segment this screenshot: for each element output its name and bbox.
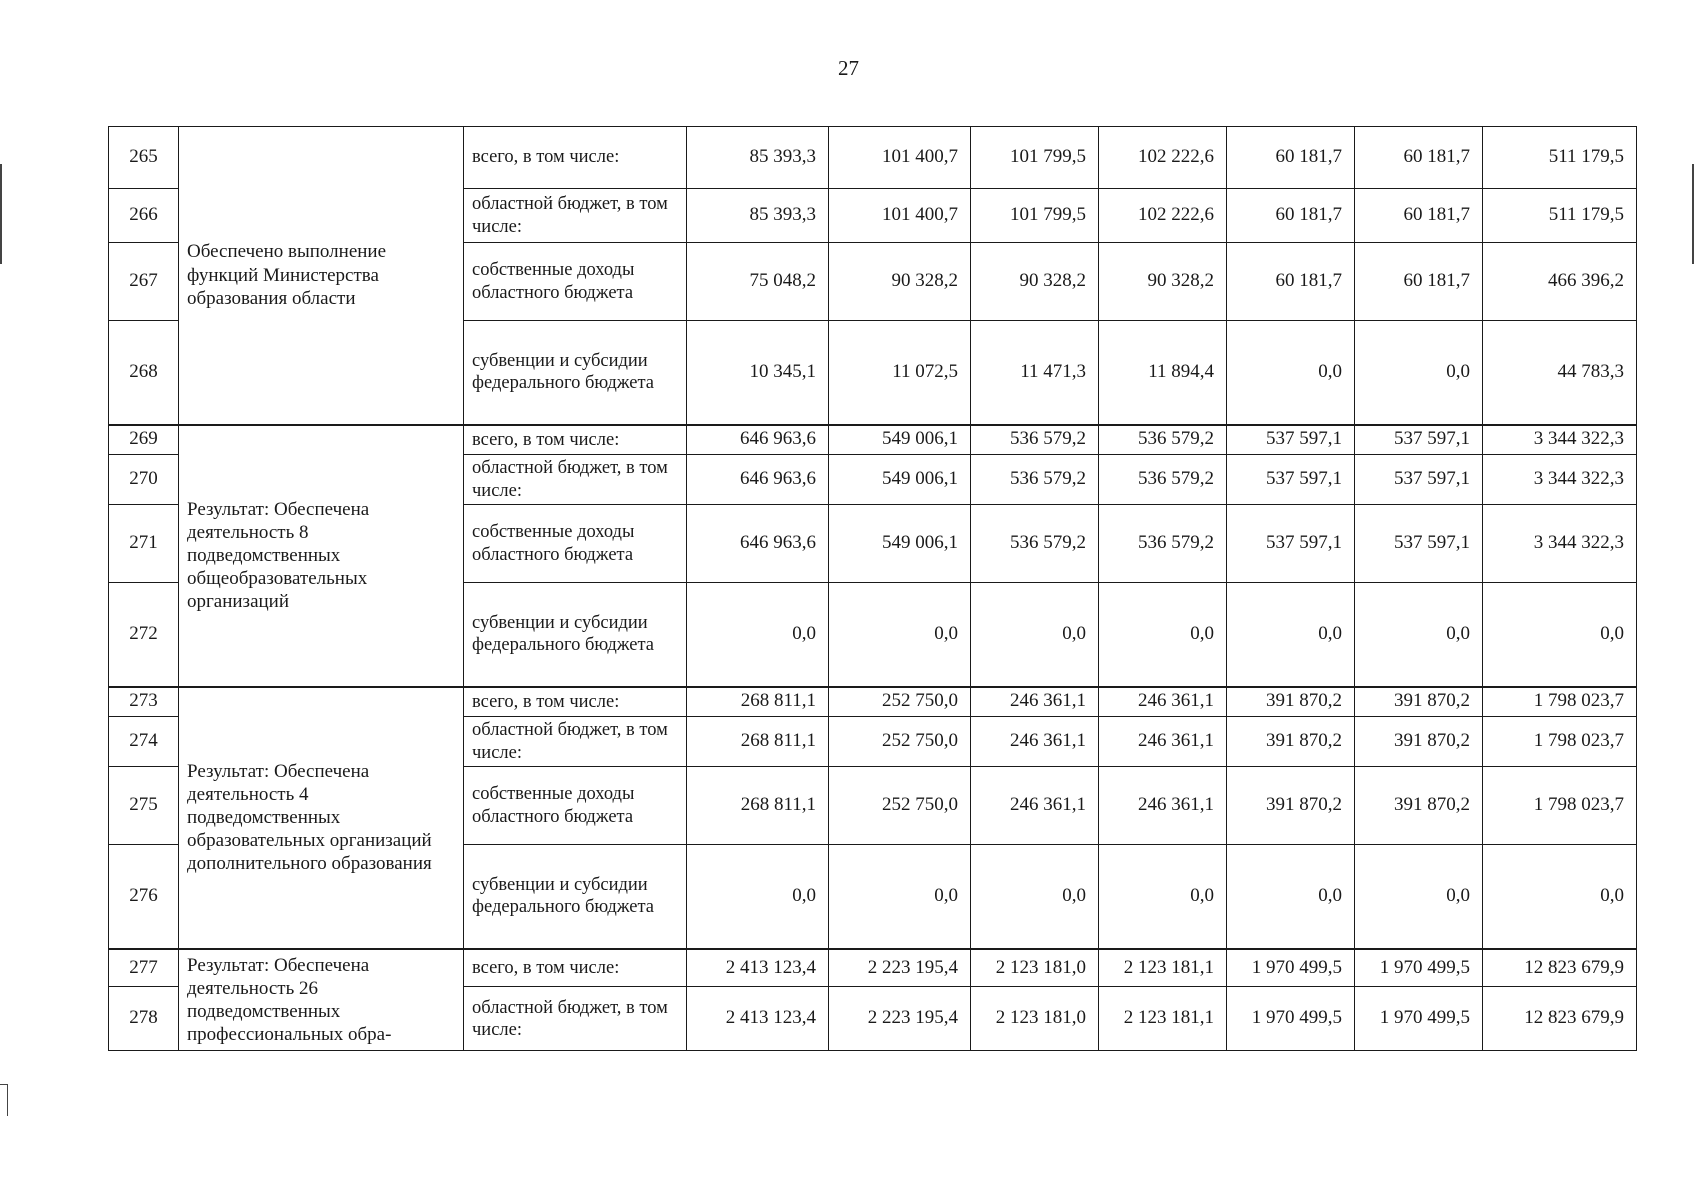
funding-source: всего, в том числе: [464, 425, 687, 455]
total-value-cell: 511 179,5 [1483, 127, 1637, 189]
total-value-cell: 3 344 322,3 [1483, 505, 1637, 583]
year-value-cell: 536 579,2 [1099, 505, 1227, 583]
row-number: 270 [109, 455, 179, 505]
year-value-cell: 0,0 [1355, 321, 1483, 425]
year-value-cell: 391 870,2 [1227, 687, 1355, 717]
year-value-cell: 2 123 181,1 [1099, 987, 1227, 1051]
table-row [109, 687, 1637, 717]
year-value-cell: 536 579,2 [971, 425, 1099, 455]
row-number: 269 [109, 425, 179, 455]
year-value-cell: 11 471,3 [971, 321, 1099, 425]
year-value-cell: 268 811,1 [687, 717, 829, 767]
total-value-cell: 0,0 [1483, 845, 1637, 949]
row-number: 276 [109, 845, 179, 949]
year-value-cell: 1 970 499,5 [1227, 987, 1355, 1051]
year-value-cell: 90 328,2 [1099, 243, 1227, 321]
row-number: 265 [109, 127, 179, 189]
year-value-cell: 1 970 499,5 [1355, 949, 1483, 987]
year-value-cell: 549 006,1 [829, 425, 971, 455]
funding-source: областной бюджет, в том числе: [464, 455, 687, 505]
year-value-cell: 0,0 [1227, 583, 1355, 687]
funding-source: всего, в том числе: [464, 687, 687, 717]
funding-source: собственные доходы областного бюджета [464, 767, 687, 845]
table-row [109, 127, 1637, 189]
year-value-cell: 102 222,6 [1099, 127, 1227, 189]
year-value-cell: 0,0 [687, 583, 829, 687]
year-value-cell: 646 963,6 [687, 455, 829, 505]
year-value-cell: 101 799,5 [971, 127, 1099, 189]
year-value-cell: 2 123 181,0 [971, 987, 1099, 1051]
year-value-cell: 75 048,2 [687, 243, 829, 321]
group-label: Обеспечено выполнение функций Министерства образования области [179, 127, 464, 425]
year-value-cell: 252 750,0 [829, 717, 971, 767]
year-value-cell: 90 328,2 [971, 243, 1099, 321]
year-value-cell: 391 870,2 [1227, 717, 1355, 767]
page-number: 27 [838, 56, 859, 80]
year-value-cell: 2 223 195,4 [829, 987, 971, 1051]
year-value-cell: 2 123 181,0 [971, 949, 1099, 987]
year-value-cell: 646 963,6 [687, 505, 829, 583]
year-value-cell: 537 597,1 [1355, 425, 1483, 455]
year-value-cell: 2 223 195,4 [829, 949, 971, 987]
year-value-cell: 0,0 [1355, 845, 1483, 949]
year-value-cell: 60 181,7 [1355, 243, 1483, 321]
year-value-cell: 85 393,3 [687, 189, 829, 243]
year-value-cell: 391 870,2 [1355, 767, 1483, 845]
year-value-cell: 2 413 123,4 [687, 987, 829, 1051]
total-value-cell: 0,0 [1483, 583, 1637, 687]
row-number: 268 [109, 321, 179, 425]
year-value-cell: 391 870,2 [1227, 767, 1355, 845]
year-value-cell: 60 181,7 [1355, 127, 1483, 189]
year-value-cell: 0,0 [971, 583, 1099, 687]
year-value-cell: 60 181,7 [1227, 243, 1355, 321]
year-value-cell: 90 328,2 [829, 243, 971, 321]
row-number: 278 [109, 987, 179, 1051]
year-value-cell: 11 894,4 [1099, 321, 1227, 425]
year-value-cell: 0,0 [829, 583, 971, 687]
year-value-cell: 10 345,1 [687, 321, 829, 425]
margin-mark-left-bottom-v [7, 1084, 8, 1116]
row-number: 275 [109, 767, 179, 845]
year-value-cell: 537 597,1 [1355, 455, 1483, 505]
row-number: 273 [109, 687, 179, 717]
year-value-cell: 549 006,1 [829, 455, 971, 505]
funding-source: областной бюджет, в том числе: [464, 987, 687, 1051]
row-number: 274 [109, 717, 179, 767]
year-value-cell: 536 579,2 [1099, 455, 1227, 505]
year-value-cell: 646 963,6 [687, 425, 829, 455]
year-value-cell: 0,0 [1099, 583, 1227, 687]
margin-mark-right [1692, 164, 1694, 264]
year-value-cell: 252 750,0 [829, 767, 971, 845]
year-value-cell: 101 799,5 [971, 189, 1099, 243]
year-value-cell: 101 400,7 [829, 189, 971, 243]
year-value-cell: 246 361,1 [971, 767, 1099, 845]
group-label: Результат: Обеспечена деятельность 8 подведомственных общеобразовательных организаций [179, 425, 464, 687]
year-value-cell: 11 072,5 [829, 321, 971, 425]
year-value-cell: 268 811,1 [687, 767, 829, 845]
year-value-cell: 536 579,2 [971, 505, 1099, 583]
year-value-cell: 246 361,1 [971, 687, 1099, 717]
year-value-cell: 0,0 [971, 845, 1099, 949]
table-row [109, 949, 1637, 987]
year-value-cell: 101 400,7 [829, 127, 971, 189]
row-number: 277 [109, 949, 179, 987]
total-value-cell: 44 783,3 [1483, 321, 1637, 425]
year-value-cell: 0,0 [1099, 845, 1227, 949]
group-label: Результат: Обеспечена деятельность 4 подведомственных образовательных организаций дополнительного образования [179, 687, 464, 949]
total-value-cell: 3 344 322,3 [1483, 425, 1637, 455]
total-value-cell: 511 179,5 [1483, 189, 1637, 243]
year-value-cell: 537 597,1 [1355, 505, 1483, 583]
year-value-cell: 1 970 499,5 [1227, 949, 1355, 987]
year-value-cell: 391 870,2 [1355, 717, 1483, 767]
funding-source: субвенции и субсидии федерального бюджета [464, 583, 687, 687]
year-value-cell: 2 413 123,4 [687, 949, 829, 987]
year-value-cell: 252 750,0 [829, 687, 971, 717]
year-value-cell: 60 181,7 [1227, 127, 1355, 189]
funding-source: субвенции и субсидии федерального бюджета [464, 321, 687, 425]
funding-source: областной бюджет, в том числе: [464, 717, 687, 767]
year-value-cell: 246 361,1 [1099, 767, 1227, 845]
year-value-cell: 246 361,1 [971, 717, 1099, 767]
year-value-cell: 0,0 [1227, 321, 1355, 425]
year-value-cell: 268 811,1 [687, 687, 829, 717]
year-value-cell: 0,0 [829, 845, 971, 949]
row-number: 266 [109, 189, 179, 243]
row-number: 272 [109, 583, 179, 687]
funding-source: областной бюджет, в том числе: [464, 189, 687, 243]
year-value-cell: 537 597,1 [1227, 425, 1355, 455]
year-value-cell: 549 006,1 [829, 505, 971, 583]
group-label: Результат: Обеспечена деятельность 26 подведомственных профессиональных обра- [179, 949, 464, 1051]
row-number: 267 [109, 243, 179, 321]
total-value-cell: 3 344 322,3 [1483, 455, 1637, 505]
funding-source: всего, в том числе: [464, 127, 687, 189]
year-value-cell: 0,0 [1227, 845, 1355, 949]
total-value-cell: 1 798 023,7 [1483, 687, 1637, 717]
year-value-cell: 537 597,1 [1227, 505, 1355, 583]
margin-mark-left [0, 164, 2, 264]
funding-source: субвенции и субсидии федерального бюджета [464, 845, 687, 949]
funding-source: собственные доходы областного бюджета [464, 505, 687, 583]
year-value-cell: 0,0 [687, 845, 829, 949]
year-value-cell: 60 181,7 [1227, 189, 1355, 243]
year-value-cell: 102 222,6 [1099, 189, 1227, 243]
year-value-cell: 391 870,2 [1355, 687, 1483, 717]
budget-table [108, 126, 1637, 1051]
funding-source: собственные доходы областного бюджета [464, 243, 687, 321]
year-value-cell: 1 970 499,5 [1355, 987, 1483, 1051]
total-value-cell: 1 798 023,7 [1483, 767, 1637, 845]
total-value-cell: 12 823 679,9 [1483, 949, 1637, 987]
total-value-cell: 466 396,2 [1483, 243, 1637, 321]
total-value-cell: 1 798 023,7 [1483, 717, 1637, 767]
year-value-cell: 2 123 181,1 [1099, 949, 1227, 987]
row-number: 271 [109, 505, 179, 583]
year-value-cell: 60 181,7 [1355, 189, 1483, 243]
year-value-cell: 246 361,1 [1099, 717, 1227, 767]
year-value-cell: 536 579,2 [1099, 425, 1227, 455]
year-value-cell: 536 579,2 [971, 455, 1099, 505]
funding-source: всего, в том числе: [464, 949, 687, 987]
table-row [109, 425, 1637, 455]
year-value-cell: 246 361,1 [1099, 687, 1227, 717]
total-value-cell: 12 823 679,9 [1483, 987, 1637, 1051]
year-value-cell: 0,0 [1355, 583, 1483, 687]
year-value-cell: 537 597,1 [1227, 455, 1355, 505]
year-value-cell: 85 393,3 [687, 127, 829, 189]
